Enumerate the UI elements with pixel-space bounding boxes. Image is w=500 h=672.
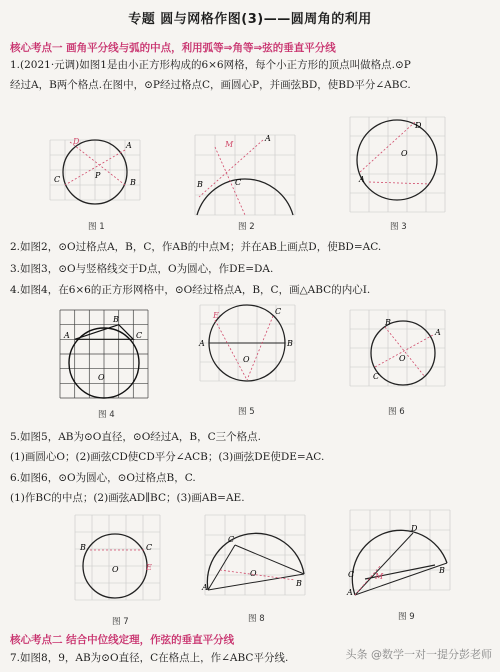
problem-4: 4.如图4，在6×6的正方形网格中，⊙O经过格点A，B，C，画△ABC的内心I. (10, 284, 371, 296)
svg-text:B: B (439, 566, 445, 575)
svg-text:A: A (202, 583, 208, 592)
figure-9-caption: 图 9 (398, 612, 415, 622)
svg-text:O: O (112, 565, 119, 574)
problem-5-line-2: (1)画圆心O；(2)画弦CD使CD平分∠ACB；(3)画弦DE使DE=AC. (10, 451, 325, 463)
svg-text:A: A (126, 141, 132, 150)
svg-text:M: M (225, 140, 234, 149)
svg-text:B: B (197, 180, 203, 189)
svg-text:C: C (373, 372, 380, 381)
svg-text:C: C (136, 331, 143, 340)
figure-9 (345, 505, 455, 605)
section-heading-2: 核心考点二 结合中位线定理，作弦的垂直平分线 (10, 634, 235, 646)
watermark: 头条 @数学一对一提分彭老师 (345, 648, 492, 661)
figure-1 (40, 130, 150, 215)
svg-text:B: B (385, 318, 391, 327)
svg-text:C: C (146, 543, 153, 552)
svg-text:A: A (435, 328, 441, 337)
svg-text:O: O (250, 569, 257, 578)
figure-7-caption: 图 7 (112, 617, 129, 627)
figure-2-caption: 图 2 (238, 222, 255, 232)
figure-1-caption: 图 1 (88, 222, 105, 232)
svg-text:C: C (54, 175, 61, 184)
svg-text:A: A (64, 331, 70, 340)
problem-1-line-2: 经过A，B两个格点.在图中，⊙P经过格点C，画圆心P，并画弦BD，使BD平分∠ABC. (10, 79, 411, 91)
svg-text:C: C (228, 535, 235, 544)
svg-text:O: O (401, 149, 408, 158)
svg-text:A: A (359, 175, 365, 184)
problem-6-line-2: (1)作BC的中点；(2)画弦AD∥BC；(3)画AB=AE. (10, 492, 245, 504)
svg-text:A: A (265, 134, 271, 143)
svg-text:C: C (275, 307, 282, 316)
svg-text:B: B (80, 543, 86, 552)
figure-2 (185, 125, 305, 220)
figure-5 (195, 300, 300, 400)
figure-5-caption: 图 5 (238, 407, 255, 417)
svg-text:M: M (375, 572, 384, 581)
svg-text:B: B (130, 178, 136, 187)
svg-text:D: D (415, 121, 422, 130)
svg-text:B: B (113, 315, 119, 324)
figure-7 (70, 510, 165, 605)
figure-4-caption: 图 4 (98, 410, 115, 420)
figure-3 (345, 112, 450, 222)
svg-text:P: P (95, 171, 101, 180)
problem-7: 7.如图8，9，AB为⊙O直径，C在格点上，作∠ABC平分线. (10, 652, 289, 664)
svg-text:O: O (399, 354, 406, 363)
svg-text:D: D (411, 524, 418, 533)
figure-4 (58, 308, 150, 403)
svg-text:O: O (243, 355, 250, 364)
figure-8-caption: 图 8 (248, 614, 265, 624)
svg-text:O: O (98, 373, 105, 382)
svg-text:E: E (146, 563, 152, 572)
svg-text:E: E (213, 311, 219, 320)
svg-text:D: D (73, 137, 80, 146)
problem-2: 2.如图2，⊙O过格点A，B，C，作AB的中点M；并在AB上画点D，使BD=AC. (10, 241, 382, 253)
svg-text:A: A (199, 339, 205, 348)
figure-8 (200, 510, 310, 605)
problem-1-line-1: 1.(2021·元调)如图1是由小正方形构成的6×6网格，每个小正方形的顶点叫做格点.⊙P (10, 59, 411, 71)
svg-text:C: C (235, 178, 242, 187)
page-title: 专题 圆与网格作图(3)——圆周角的利用 (128, 12, 372, 27)
problem-6-line-1: 6.如图6，⊙O为圆心，⊙O过格点B，C. (10, 472, 196, 484)
figure-6-caption: 图 6 (388, 407, 405, 417)
svg-text:A: A (347, 588, 353, 597)
svg-text:B: B (287, 339, 293, 348)
problem-3: 3.如图3，⊙O与竖格线交于D点，O为圆心，作DE=DA. (10, 263, 274, 275)
problem-5-line-1: 5.如图5，AB为⊙O直径，⊙O经过A，B，C三个格点. (10, 431, 261, 443)
figure-3-caption: 图 3 (390, 222, 407, 232)
section-heading-1: 核心考点一 画角平分线与弧的中点，利用弧等⇒角等⇒弦的垂直平分线 (10, 42, 336, 54)
figure-6 (345, 305, 450, 400)
svg-text:C: C (348, 570, 355, 579)
svg-text:B: B (296, 579, 302, 588)
